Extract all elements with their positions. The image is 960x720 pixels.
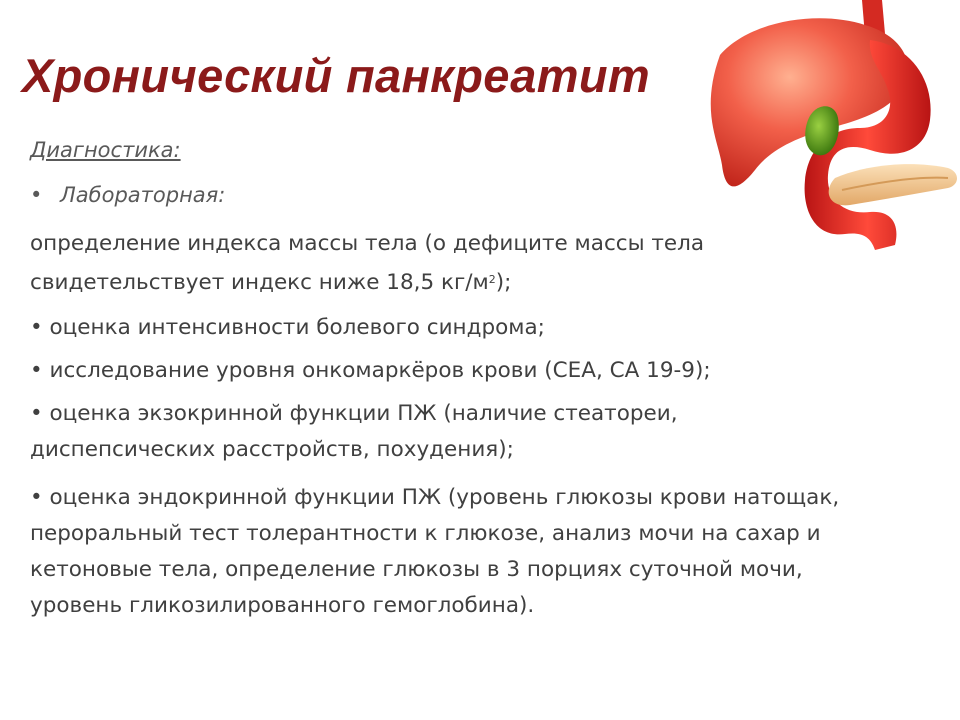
lab-bullet-item bbox=[30, 183, 225, 207]
paragraph-tumor-markers: • исследование уровня онкомаркёров крови (СЕА, СА 19-9); bbox=[30, 358, 711, 383]
organs-illustration bbox=[630, 0, 960, 255]
slide-title: Хронический панкреатит bbox=[22, 49, 650, 102]
section-subtitle: Диагностика: bbox=[30, 138, 181, 162]
paragraph-exocrine: • оценка экзокринной функции ПЖ (наличие стеатореи, диспепсических расстройств, похудения); bbox=[30, 401, 678, 462]
bmi-text: определение индекса массы тела (о дефиците массы тела свидетельствует индекс ниже 18,5 кг/м bbox=[30, 231, 705, 295]
paragraph-endocrine: • оценка эндокринной функции ПЖ (уровень глюкозы крови натощак, пероральный тест толерантности к глюкозе, анализ мочи на сахар и кетоновые тела, определение глюкозы в 3 порциях суточной мочи, уровень гликозилированного гемоглобина). bbox=[30, 485, 840, 618]
bmi-end: ); bbox=[495, 270, 512, 295]
paragraph-pain: • оценка интенсивности болевого синдрома; bbox=[30, 315, 545, 340]
lab-label: Лабораторная: bbox=[60, 183, 226, 207]
bullet-dot: • bbox=[30, 183, 43, 207]
superscript-2: 2 bbox=[488, 273, 496, 286]
paragraph-bmi bbox=[30, 226, 860, 301]
